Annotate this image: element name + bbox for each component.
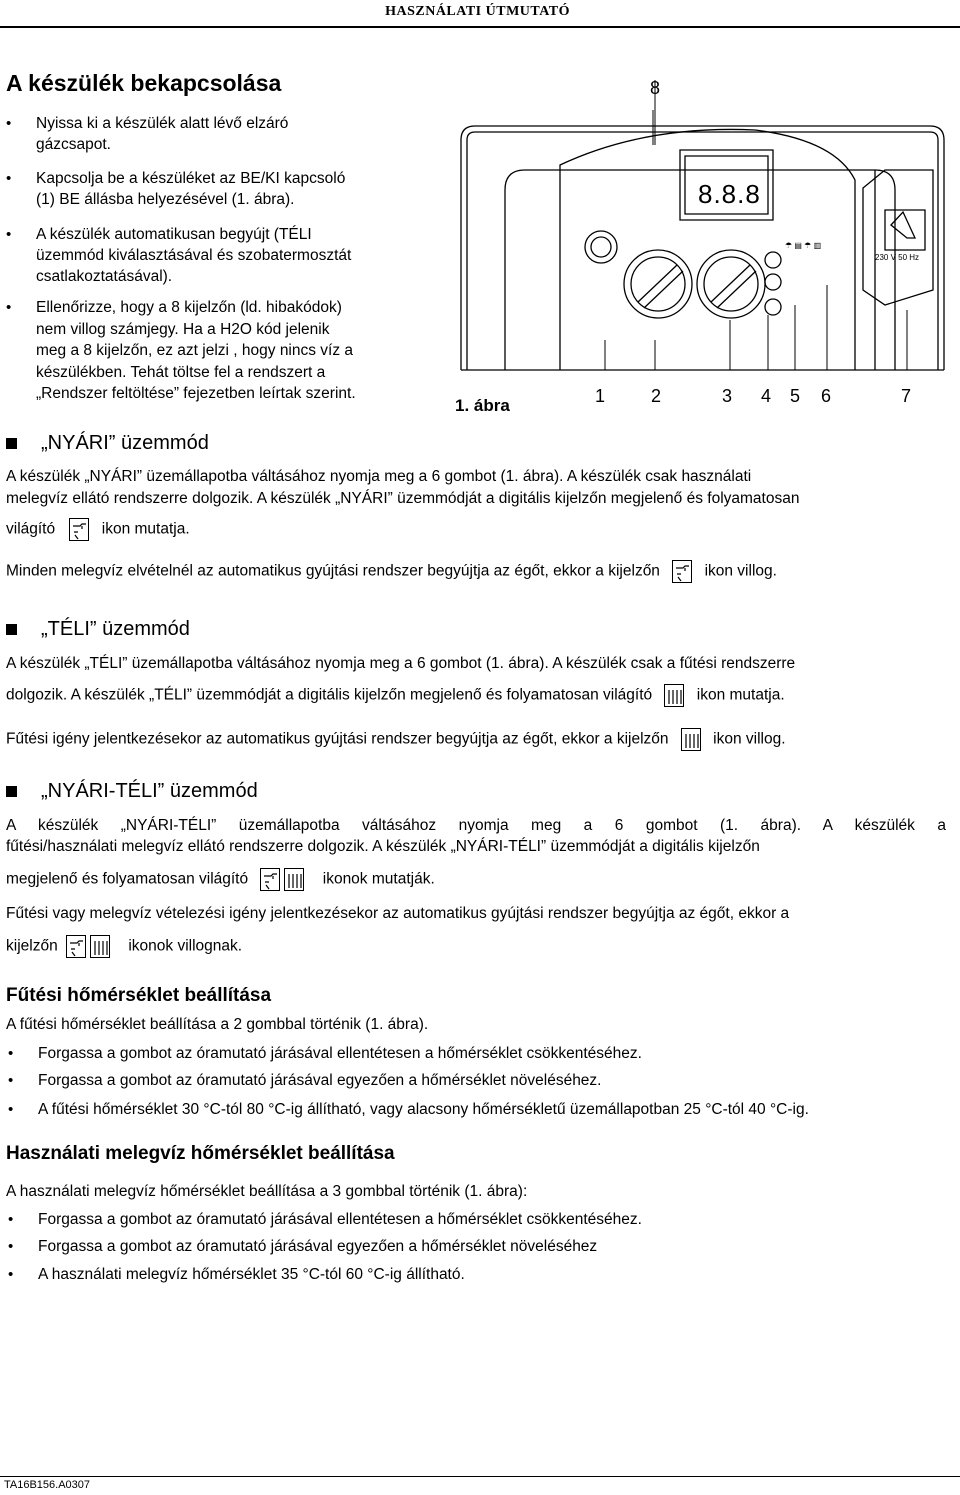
- tap-icon: [69, 518, 89, 541]
- svg-text:☂ ▤ ☂ ▥: ☂ ▤ ☂ ▥: [785, 241, 822, 250]
- tap-icon: [672, 560, 692, 583]
- tap-icon: [260, 868, 280, 891]
- bullet-open-gas: • Nyissa ki a készülék alatt lévő elzáró gázcsapot.: [36, 113, 414, 155]
- figure-num-7: 7: [901, 386, 912, 406]
- figure-boiler-panel: [455, 70, 955, 420]
- section-title-heating-temp: Fűtési hőmérséklet beállítása: [6, 985, 272, 1006]
- figure-label-8: 8: [650, 78, 661, 98]
- figure-num-1: 1: [595, 386, 606, 406]
- square-bullet-icon: [6, 786, 17, 797]
- winter-line1: A készülék „TÉLI” üzemállapotba váltásához nyomja meg a 6 gombot (1. ábra). A készülék csak a fűtési rendszerre: [6, 655, 796, 672]
- summer-line1: A készülék „NYÁRI” üzemállapotba váltásához nyomja meg a 6 gombot (1. ábra). A készülék csak használati: [6, 468, 752, 485]
- footer-code: TA16B156.A0307: [4, 1479, 91, 1491]
- sw-line1: A készülék „NYÁRI-TÉLI” üzemállapotba váltásához nyomja meg a 6 gombot (1. ábra). A készülék a: [6, 817, 946, 834]
- svg-text:230 V 50 Hz: 230 V 50 Hz: [875, 253, 920, 262]
- figure-num-6: 6: [821, 386, 832, 406]
- square-bullet-icon: [6, 624, 17, 635]
- radiator-icon: [681, 728, 701, 751]
- square-bullet-icon: [6, 438, 17, 449]
- winter-line3: Fűtési igény jelentkezésekor az automatikus gyújtási rendszer begyújtja az égőt, ekkor a kijelzőn ikon villog.: [6, 728, 786, 751]
- figure-num-3: 3: [722, 386, 733, 406]
- radiator-icon: [284, 868, 304, 891]
- sw-line2: fűtési/használati melegvíz ellátó rendszerre dolgozik. A készülék „NYÁRI-TÉLI” üzemmódját a digitális kijelzőn: [6, 838, 760, 855]
- sw-line4: Fűtési vagy melegvíz vételezési igény jelentkezésekor az automatikus gyújtási rendszer begyújtja az égőt, ekkor a: [6, 905, 790, 922]
- heat-bullet-1: • Forgassa a gombot az óramutató járásával ellentétesen a hőmérséklet csökkentéséhez.: [38, 1045, 642, 1063]
- bullet-check-display: • Ellenőrizze, hogy a 8 kijelzőn (ld. hibakódok) nem villog számjegy. Ha a H2O kód jelenik meg a 8 kijelzőn, ez azt jelzi , hogy nincs víz a készülékben. Tehát töltse fel a rendszert a „Rendszer feltöltése” fejezetben leírtak szerint.: [36, 297, 414, 405]
- dhw-bullet-1: • Forgassa a gombot az óramutató járásával ellentétesen a hőmérséklet csökkentéséhez.: [38, 1211, 642, 1229]
- figure-num-5: 5: [790, 386, 801, 406]
- sw-line5: kijelzőn ikonok villognak.: [6, 935, 242, 958]
- summer-line3: világító ikon mutatja.: [6, 518, 190, 541]
- section-title-dhw-temp: Használati melegvíz hőmérséklet beállítása: [6, 1143, 395, 1164]
- dhw-intro: A használati melegvíz hőmérséklet beállítása a 3 gombbal történik (1. ábra):: [6, 1183, 528, 1200]
- heat-bullet-3: • A fűtési hőmérséklet 30 °C-tól 80 °C-ig állítható, vagy alacsony hőmérsékletű üzemállapotban 25 °C-tól 40 °C-ig.: [38, 1101, 809, 1119]
- section-title-winter: „TÉLI” üzemmód: [6, 618, 190, 641]
- figure-num-2: 2: [651, 386, 662, 406]
- footer-rule: [0, 1476, 960, 1477]
- svg-text:8.8.8: 8.8.8: [698, 179, 761, 209]
- heat-bullet-2: • Forgassa a gombot az óramutató járásával egyezően a hőmérséklet növeléséhez.: [38, 1072, 602, 1090]
- sw-line3: megjelenő és folyamatosan világító ikonok mutatják.: [6, 868, 435, 891]
- section-title-summer: „NYÁRI” üzemmód: [6, 432, 209, 455]
- b2-line1: • Kapcsolja be a készüléket az BE/KI kapcsoló: [36, 170, 346, 187]
- summer-line2: melegvíz ellátó rendszerre dolgozik. A készülék „NYÁRI” üzemmódját a digitális kijelzőn megjelenő és folyamatosan: [6, 490, 800, 507]
- figure-caption: 1. ábra: [455, 396, 510, 415]
- heat-intro: A fűtési hőmérséklet beállítása a 2 gombbal történik (1. ábra).: [6, 1016, 429, 1033]
- summer-line4: Minden melegvíz elvételnél az automatikus gyújtási rendszer begyújtja az égőt, ekkor a kijelzőn ikon villog.: [6, 560, 777, 583]
- tap-icon: [66, 935, 86, 958]
- doc-header-title: HASZNÁLATI ÚTMUTATÓ: [385, 4, 570, 19]
- winter-line2: dolgozik. A készülék „TÉLI” üzemmódját a digitális kijelzőn megjelenő és folyamatosan világító ikon mutatja.: [6, 684, 785, 707]
- figure-num-4: 4: [761, 386, 772, 406]
- boiler-panel-drawing: [455, 70, 955, 420]
- bullet-switch-on: [36, 168, 345, 210]
- section-title-summer-winter: „NYÁRI-TÉLI” üzemmód: [6, 780, 258, 803]
- dhw-bullet-2: • Forgassa a gombot az óramutató járásával egyezően a hőmérséklet növeléséhez: [38, 1238, 597, 1256]
- section-title-on: A készülék bekapcsolása: [6, 70, 282, 96]
- dhw-bullet-3: • A használati melegvíz hőmérséklet 35 °C-tól 60 °C-ig állítható.: [38, 1266, 465, 1284]
- bullet-auto-ignite: • A készülék automatikusan begyújt (TÉLI üzemmód kiválasztásával és szobatermosztát csatlakoztatásával).: [36, 224, 414, 287]
- header-rule: [0, 26, 960, 28]
- b2-line2: (1) BE állásba helyezésével (1. ábra).: [36, 191, 295, 208]
- radiator-icon: [90, 935, 110, 958]
- radiator-icon: [664, 684, 684, 707]
